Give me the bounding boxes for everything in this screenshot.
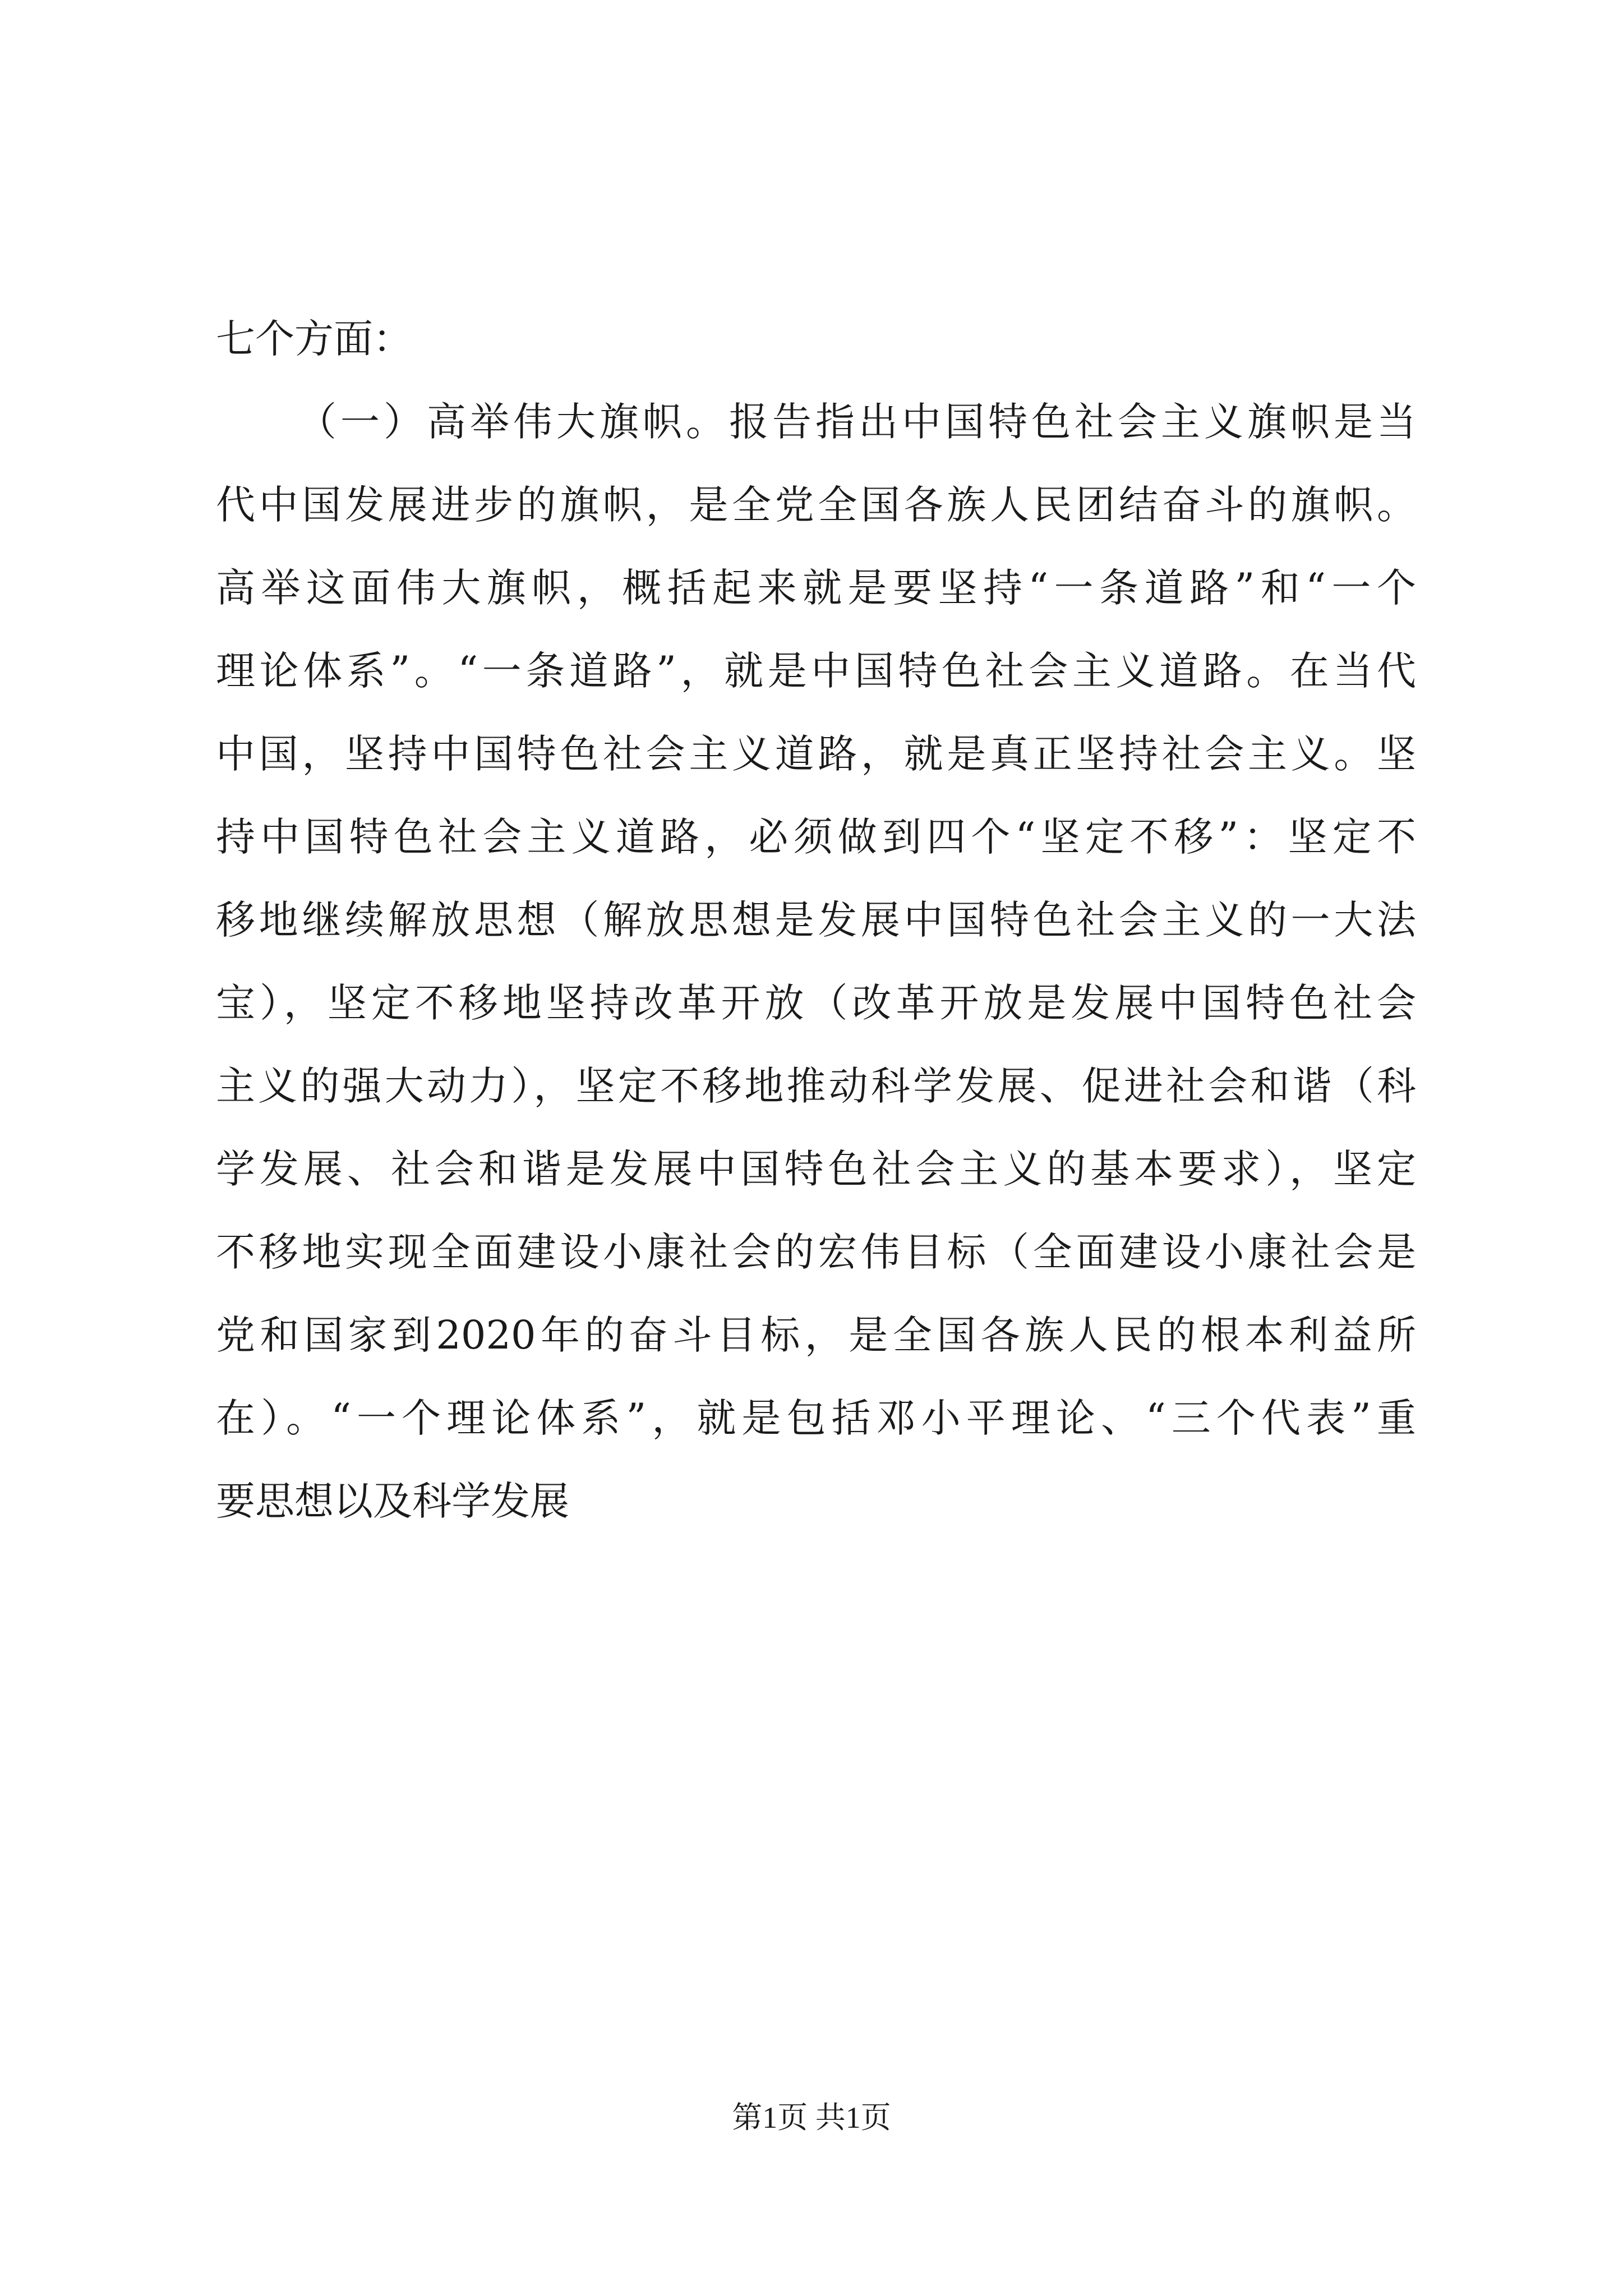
text-line: 移地继续解放思想（解放思想是发展中国特色社会主义的一大法 [216,897,1416,943]
text-line: 在）。“一个理论体系”，就是包括邓小平理论、“三个代表”重 [216,1395,1416,1441]
text-line: 七个方面： [216,316,412,362]
page-number-label: 第1页 共1页 [732,2101,891,2134]
text-line: 要思想以及科学发展 [216,1478,569,1524]
text-line: 理论体系”。“一条道路”，就是中国特色社会主义道路。在当代 [216,648,1416,694]
text-line: 不移地实现全面建设小康社会的宏伟目标（全面建设小康社会是 [216,1229,1416,1275]
text-line: 高举这面伟大旗帜，概括起来就是要坚持“一条道路”和“一个 [216,565,1416,611]
text-line: 党和国家到2020年的奋斗目标，是全国各族人民的根本利益所 [216,1312,1416,1358]
page-footer [0,2098,1623,2137]
text-line: 学发展、社会和谐是发展中国特色社会主义的基本要求），坚定 [216,1146,1416,1192]
body-text [216,297,1416,1543]
text-line: 中国，坚持中国特色社会主义道路，就是真正坚持社会主义。坚 [216,731,1416,777]
paragraph-first-line: （一）高举伟大旗帜。报告指出中国特色社会主义旗帜是当 [297,399,1416,445]
text-line: 主义的强大动力），坚定不移地推动科学发展、促进社会和谐（科 [216,1063,1416,1109]
text-line: 持中国特色社会主义道路，必须做到四个“坚定不移”：坚定不 [216,814,1416,860]
text-line: 代中国发展进步的旗帜，是全党全国各族人民团结奋斗的旗帜。 [216,482,1416,528]
text-line: 宝），坚定不移地坚持改革开放（改革开放是发展中国特色社会 [216,980,1416,1026]
